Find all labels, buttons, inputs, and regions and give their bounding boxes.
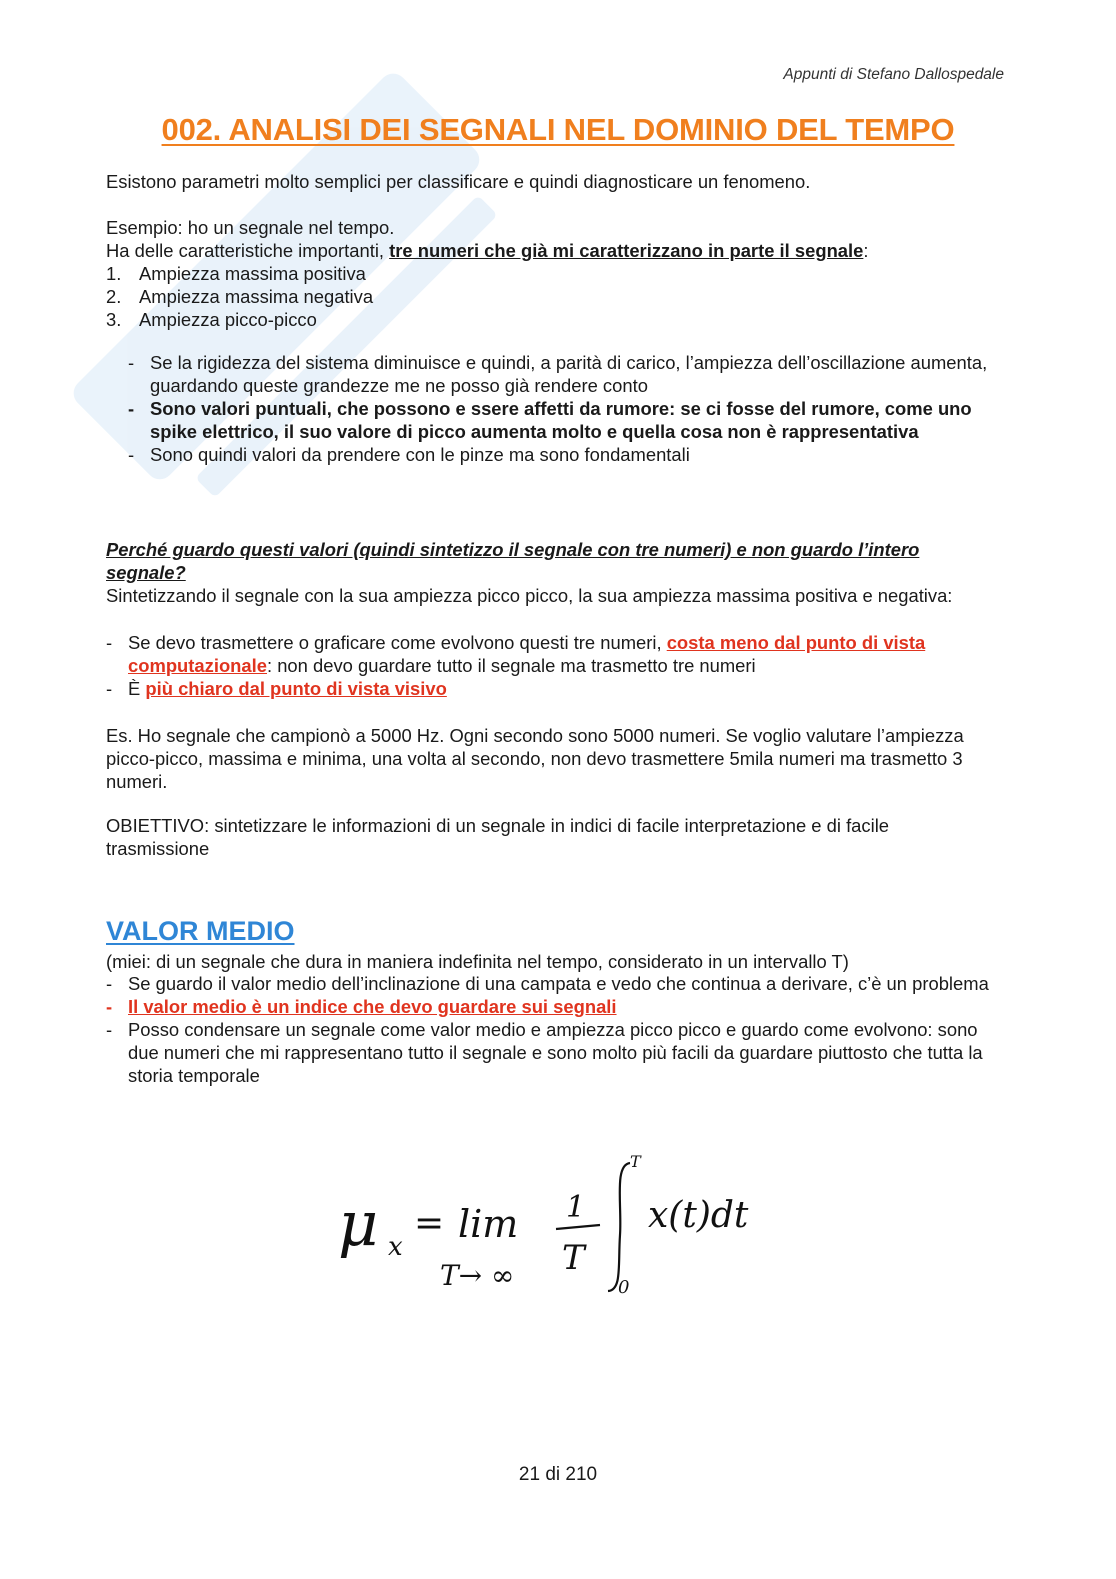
reason-text: È [128, 678, 146, 699]
list-item [106, 1018, 1006, 1087]
page-number: 21 di 210 [518, 1464, 598, 1485]
dash-bullet: - [106, 973, 113, 994]
list-item [128, 397, 1008, 443]
highlight-text: costa meno dal punto di vista computazionale [128, 632, 926, 676]
section-subtitle: (miei: di un segnale che dura in maniera indefinita nel tempo, considerato in un intervallo T) [106, 951, 849, 972]
list-text: Posso condensare un segnale come valor medio e ampiezza picco picco e guardo come evolvono: sono due numeri che mi rappresentano tutto il segnale e sono molto più facili da guardare piuttosto che tutta la storia temporale [128, 1019, 983, 1086]
author-note: Appunti di Stefano Dallospedale [783, 66, 1004, 83]
formula-numerator: 1 [566, 1190, 586, 1225]
formula-lim-subscript: T→ ∞ [440, 1259, 515, 1292]
formula-equals: = [414, 1203, 445, 1244]
list-item [106, 262, 373, 285]
list-text [128, 631, 986, 677]
section-title-valor-medio: VALOR MEDIO [106, 916, 295, 946]
dash-bullet: - [106, 996, 113, 1017]
formula-subscript: x [388, 1232, 403, 1262]
dash-bullet: - [128, 444, 135, 465]
list-item [106, 972, 1006, 995]
example-line-1: Esempio: ho un segnale nel tempo. [106, 217, 395, 238]
example-colon: : [863, 240, 869, 261]
list-item [106, 631, 986, 677]
dash-bullet: - [128, 352, 135, 373]
formula-upper-bound: T [630, 1152, 641, 1171]
formula-mu: μ [338, 1187, 379, 1260]
highlight-text: Il valor medio è un indice che devo guardare sui segnali [128, 996, 617, 1017]
list-item [106, 285, 373, 308]
example-emphasis: tre numeri che già mi caratterizzano in parte il segnale [389, 240, 864, 261]
list-text: Sono quindi valori da prendere con le pinze ma sono fondamentali [150, 444, 690, 465]
list-number: 3. [106, 309, 122, 330]
dash-bullet: - [128, 398, 135, 419]
numbered-list [106, 262, 373, 331]
synthesis-paragraph: Sintetizzando il segnale con la sua ampiezza picco picco, la sua ampiezza massima positiva e negativa: [106, 585, 953, 606]
list-text: Se guardo il valor medio dell’inclinazione di una campata e vedo che continua a derivare, c’è un problema [128, 973, 989, 994]
formula-denominator: T [562, 1238, 585, 1278]
list-item [106, 995, 1006, 1018]
example-paragraph: Es. Ho segnale che campionò a 5000 Hz. Ogni secondo sono 5000 numeri. Se voglio valutare l’ampiezza picco-picco, massima e minima, una volta al secondo, non devo trasmettere 5mila numeri ma trasmetto 3 numeri. [106, 725, 964, 792]
list-item [106, 308, 373, 331]
fraction-bar [556, 1225, 600, 1229]
list-text [128, 677, 986, 700]
intro-paragraph: Esistono parametri molto semplici per classificare e quindi diagnosticare un fenomeno. [106, 171, 811, 192]
dash-bullet: - [106, 1019, 113, 1040]
list-text: Ampiezza massima positiva [139, 263, 366, 284]
objective-paragraph: OBIETTIVO: sintetizzare le informazioni di un segnale in indici di facile interpretazione e di facile trasmissione [106, 815, 890, 859]
list-number: 1. [106, 263, 122, 284]
formula-integrand: x(t)dt [648, 1195, 749, 1236]
page-title: 002. ANALISI DEI SEGNALI NEL DOMINIO DEL TEMPO [161, 112, 955, 147]
question-heading: Perché guardo questi valori (quindi sintetizzo il segnale con tre numeri) e non guardo l’intero segnale? [106, 539, 920, 583]
list-text: Ampiezza picco-picco [139, 309, 317, 330]
example-line-2 [106, 239, 1016, 262]
list-text: Ampiezza massima negativa [139, 286, 374, 307]
dash-bullet: - [106, 678, 113, 699]
reason-text: : non devo guardare tutto il segnale ma trasmetto tre numeri [266, 655, 756, 676]
integral-sign [608, 1163, 630, 1291]
list-item [106, 677, 986, 700]
highlight-text: più chiaro dal punto di vista visivo [145, 678, 447, 699]
formula-lim: lim [458, 1202, 519, 1246]
reason-text: Se devo trasmettere o graficare come evolvono questi tre numeri, [128, 632, 667, 653]
formula-lower-bound: 0 [618, 1277, 630, 1298]
mean-value-formula [330, 1145, 770, 1305]
list-item [128, 351, 1008, 397]
valor-medio-list [106, 972, 1006, 1087]
list-text: Sono valori puntuali, che possono e ssere affetti da rumore: se ci fosse del rumore, come uno spike elettrico, il suo valore di picco aumenta molto e quella cosa non è rappresentativa [150, 398, 972, 442]
list-item [128, 443, 1008, 466]
reasons-list [106, 631, 986, 700]
dash-bullet: - [106, 632, 113, 653]
notes-list [128, 351, 1008, 466]
list-number: 2. [106, 286, 122, 307]
list-text: Se la rigidezza del sistema diminuisce e quindi, a parità di carico, l’ampiezza dell’oscillazione aumenta, guardando queste grandezze me ne posso già rendere conto [150, 352, 988, 396]
example-line-2-text: Ha delle caratteristiche importanti, [106, 240, 390, 261]
